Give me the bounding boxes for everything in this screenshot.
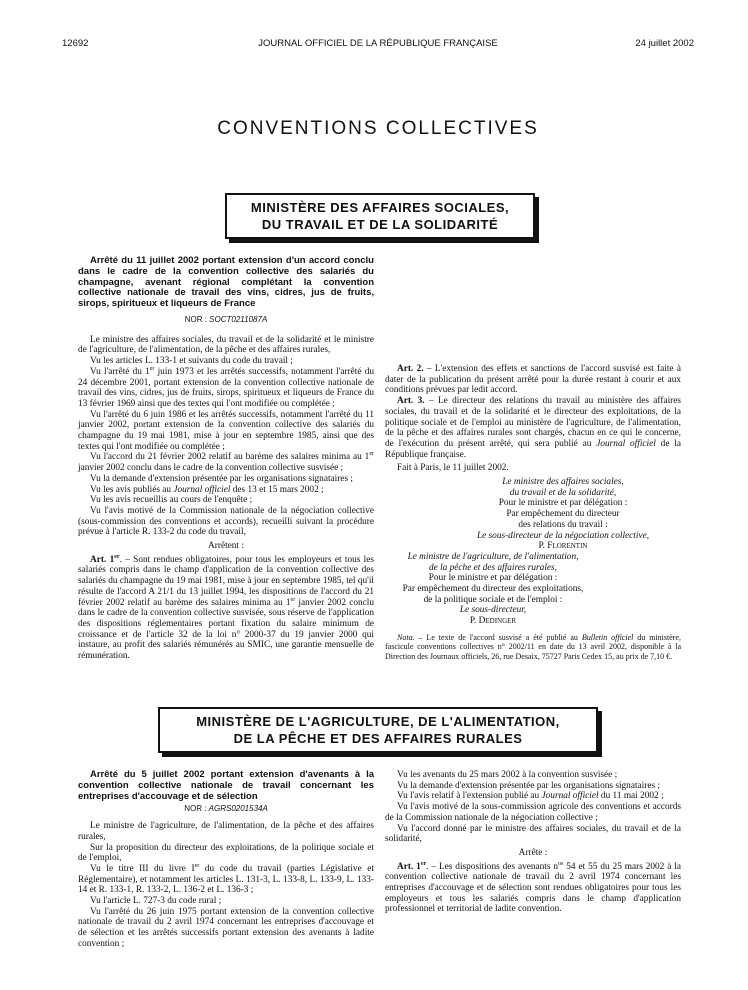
visa-paragraph: Vu la demande d'extension présentée par les organisations signataires ; bbox=[90, 473, 353, 484]
visa-paragraph: Vu le titre III du livre Ier du code du travail (parties Législative et Réglementaire), et notamment les articles L. 131-3, L. 133-8, L. 133-9, L. 133-14 et R. 133-1, R. 133-2, L. 136-2 et L. 136-3 ; bbox=[78, 862, 374, 896]
ministry-box-social-affairs bbox=[225, 193, 535, 239]
page-title: CONVENTIONS COLLECTIVES bbox=[217, 118, 539, 139]
signature-block-1: Le ministre des affaires sociales, du travail et de la solidarité, Pour le ministre et par délégation : Par empêchement du directeur des relations du travail : Le sous-directeur de la négociation collective, P. Florentin bbox=[385, 477, 681, 552]
article-2: Art. 2. – L'extension des effets et sanctions de l'accord susvisé est faite à dater de la publication du présent arrêté pour la durée restant à courir et aux conditions prévues par ledit accord. bbox=[385, 364, 682, 396]
visa-paragraph: Vu les avenants du 25 mars 2002 à la convention susvisée ; bbox=[397, 770, 618, 780]
visa-paragraph: Vu l'accord du 21 février 2002 relatif au barème des salaires minima au 1er janvier 2002 conclu dans le cadre de la convention collective susvisée ; bbox=[78, 451, 374, 474]
preamble-paragraph: Le ministre de l'agriculture, de l'alimentation, de la pêche et des affaires rurales, bbox=[78, 821, 374, 842]
article-3: Art. 3. – Le directeur des relations du travail au ministère des affaires sociales, du travail et de la solidarité et le directeur des exploitations, de la politique sociale et de l'emploi au ministère de l'agriculture, de l'alimentation, de la pêche et des affaires rurales sont chargés, chacun en ce qui le concerne, de l'exécution du présent arrêté, qui sera publié au Journal officiel de la République française. bbox=[385, 396, 682, 460]
visa-paragraph: Vu l'article L. 727-3 du code rural ; bbox=[90, 896, 222, 907]
visa-paragraph: Vu les avis publiés au Journal officiel des 13 et 15 mars 2002 ; bbox=[90, 484, 324, 495]
section1-left-column bbox=[78, 256, 374, 662]
visa-paragraph: Vu l'avis relatif à l'extension publié au Journal officiel du 11 mai 2002 ; bbox=[397, 791, 664, 802]
section2-right-column bbox=[385, 770, 681, 915]
page-number: 12692 bbox=[62, 38, 89, 49]
nor-code: SOCT0211087A bbox=[209, 314, 268, 324]
nor-label: NOR : bbox=[184, 804, 207, 814]
visa-paragraph: Vu l'arrêté du 1er juin 1973 et les arrêtés successifs, notamment l'arrêté du 24 décembre 2001, portant extension de la convention collective nationale de travail des vins, cidres, jus de fruits, sirops, spiritueux et liqueurs de France du 13 février 1969 ainsi que des textes qui l'ont modifiée ou complétée ; bbox=[78, 365, 374, 409]
preamble-paragraph: Le ministre des affaires sociales, du travail et de la solidarité et le ministre de l'agriculture, de l'alimentation, de la pêche et des affaires rurales, bbox=[78, 334, 374, 356]
decree-verb: Arrête : bbox=[518, 847, 548, 858]
article-1: Art. 1er. – Sont rendues obligatoires, pour tous les employeurs et tous les salariés compris dans le champ d'application de la convention collective des salariés du champagne du 19 mai 1981, mise à jour en septembre 1985, tel qu'il résulte de l'accord A 21/1 du 13 juillet 1994, les dispositions de l'accord du 21 février 2002 relatif au barème des salaires minima au 1er janvier 2002 conclu dans le cadre de la convention collective susvisée, sous réserve de l'application des dispositions réglementaires portant fixation du salaire minimum de croissance et de l'article 32 de la loi n° 2000-37 du 19 janvier 2000 qui instaure, au profit des salariés rémunérés au SMIC, une garantie mensuelle de rémunération. bbox=[78, 553, 374, 662]
visa-paragraph: Vu la demande d'extension présentée par les organisations signataires ; bbox=[397, 780, 660, 791]
decree-verb: Arrêtent : bbox=[208, 541, 244, 552]
nor-reference bbox=[78, 315, 374, 326]
ministry-line-2: DU TRAVAIL ET DE LA SOLIDARITÉ bbox=[261, 217, 499, 232]
visa-paragraph: Vu l'avis motivé de la Commission nationale de la négociation collective (sous-commission des conventions et accords), recueilli suivant la procédure prévue à l'article R. 133-2 du code du travail, bbox=[78, 505, 374, 538]
signature-block-2: Le ministre de l'agriculture, de l'alimentation, de la pêche et des affaires rurales, Pour le ministre et par délégation : Par empêchement du directeur des exploitations, de la politique sociale et de l'emploi : Le sous-directeur, P. Dedinger bbox=[385, 552, 681, 627]
section2-left-column bbox=[78, 770, 374, 950]
publication-note: Nota. – Le texte de l'accord susvisé a été publié au Bulletin officiel du ministère, fascicule conventions collectives n° 2002/11 en date du 13 avril 2002, disponible à la Direction des Journaux officiels, 26, rue Desaix, 75727 Paris Cedex 15, au prix de 7,10 €. bbox=[385, 632, 681, 662]
ministry-line-2: DE LA PÊCHE ET DES AFFAIRES RURALES bbox=[233, 731, 523, 746]
visa-paragraph: Vu l'avis motivé de la sous-commission agricole des conventions et accords de la Commission nationale de la négociation collective ; bbox=[385, 802, 681, 823]
publication-date: 24 juillet 2002 bbox=[635, 38, 694, 49]
visa-paragraph: Sur la proposition du directeur des exploitations, de la politique sociale et de l'emploi, bbox=[78, 842, 374, 864]
visa-paragraph: Vu l'accord donné par le ministre des affaires sociales, du travail et de la solidarité, bbox=[385, 823, 681, 845]
running-header bbox=[62, 38, 694, 52]
visa-paragraph: Vu l'arrêté du 6 juin 1986 et les arrêtés successifs, notamment l'arrêté du 11 janvier 2002, portant extension de la convention collective des salariés du champagne du 19 mai 1981, mise à jour en septembre 1985, ainsi que des textes qui l'ont modifiée ou complétée ; bbox=[78, 409, 374, 452]
article-1: Art. 1er. – Les dispositions des avenants $n^{os}$ 54 et 55 du 25 mars 2002 à la convention collective nationale de travail du 2 avril 1974 concernant les entreprises d'accouvage et de sélection sont rendues obligatoires pour tous les employeurs et tous les salariés compris dans le champ d'application professionnel et territorial de ladite convention. bbox=[385, 860, 681, 915]
visa-paragraph: Vu les avis recueillis au cours de l'enquête ; bbox=[90, 495, 253, 506]
ministry-line-1: MINISTÈRE DE L'AGRICULTURE, DE L'ALIMENTATION, bbox=[196, 714, 560, 729]
visa-paragraph: Vu les articles L. 133-1 et suivants du code du travail ; bbox=[90, 356, 293, 367]
decree-heading: Arrêté du 11 juillet 2002 portant extension d'un accord conclu dans le cadre de la convention collective des salariés du champagne, avenant régional complétant la convention collective nationale de travail des vins, cidres, jus de fruits, sirops, spiritueux et liqueurs de France bbox=[78, 255, 374, 310]
journal-title: JOURNAL OFFICIEL DE LA RÉPUBLIQUE FRANÇAISE bbox=[258, 38, 498, 49]
nor-code: AGRS0201534A bbox=[208, 804, 268, 814]
section1-right-column bbox=[385, 256, 681, 662]
visa-paragraph: Vu l'arrêté du 26 juin 1975 portant extension de la convention collective nationale de travail du 2 avril 1974 concernant les entreprises d'accouvage et de sélection et les arrêtés successifs portant extension des avenants à ladite convention ; bbox=[78, 906, 374, 949]
decree-heading: Arrêté du 5 juillet 2002 portant extension d'avenants à la convention collective nationale de travail concernant les entreprises d'accouvage et de sélection bbox=[78, 769, 374, 802]
ministry-line-1: MINISTÈRE DES AFFAIRES SOCIALES, bbox=[250, 200, 510, 215]
signatory-name: P. Florentin bbox=[538, 541, 588, 552]
signatory-name: P. Dedinger bbox=[469, 616, 517, 627]
ministry-box-agriculture bbox=[158, 707, 598, 753]
nor-reference bbox=[78, 804, 374, 815]
signing-place-date: Fait à Paris, le 11 juillet 2002. bbox=[397, 463, 509, 474]
nor-label: NOR : bbox=[184, 314, 207, 324]
